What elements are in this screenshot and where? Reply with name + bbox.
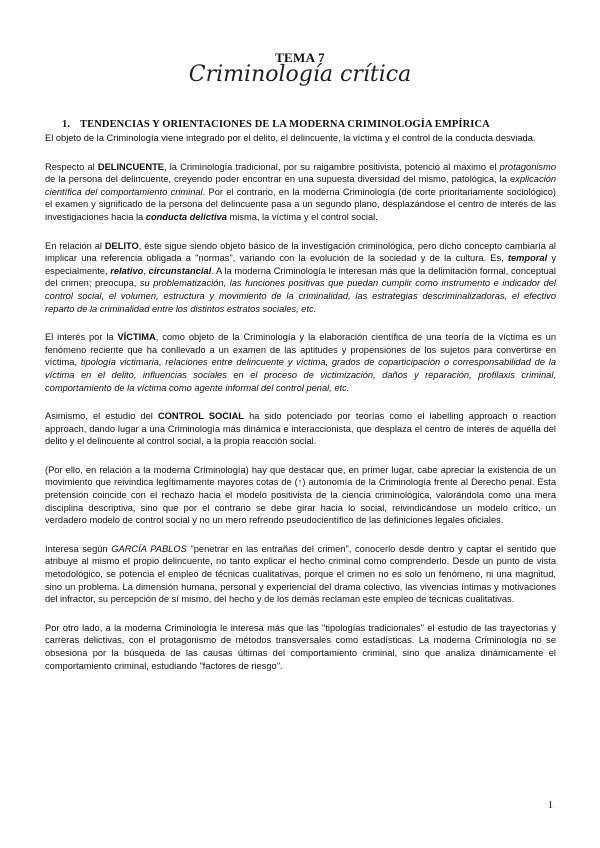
paragraph-control-social: Asimismo, el estudio del CONTROL SOCIAL ha sido potenciado por teorías como el labelling approach o reaction approach, dando lugar a una Criminología más dinámica e interaccionista, que desplaza el centro de interés de aquélla del delito y el delincuente al control social, a la propia reacción social. bbox=[45, 411, 557, 447]
body-text bbox=[45, 132, 556, 688]
paragraph-trayectorias: Por otro lado, a la moderna Criminología le interesa más que las "tipologías tradicionales" el estudio de las trayectorias y carreras delictivas, con el protagonismo de métodos transversales como estadísticas. La moderna Criminología no se obsesiona por la búsqueda de las causas últimas del comportamiento criminal, sino que analiza dinámicamente el comportamiento criminal, estudiando "factores de riesgo". bbox=[45, 622, 556, 671]
chapter-title: TEMA 7 bbox=[275, 50, 325, 65]
chapter-subtitle: Criminología crítica bbox=[188, 62, 412, 87]
section-title: TENDENCIAS Y ORIENTACIONES DE LA MODERNA CRIMINOLOGÍA EMPÍRICA bbox=[80, 119, 490, 130]
paragraph-objeto: El objeto de la Criminología viene integrado por el delito, el delincuente, la víctima y el control de la conducta desviada. bbox=[45, 133, 536, 143]
paragraph-garcia-pablos: Interesa según GARCÍA PABLOS "penetrar en las entrañas del crimen", conocerlo desde dentro y captar el sentido que atribuye al mismo el propio delincuente, no tanto explicar el hecho criminal como comprenderlo. Desde un punto de vista metodológico, se potencia el empleo de técnicas cualitativas, porque el crimen no es solo un fenómeno, ni una magnitud, sino un problema. La dimensión humana, personal y experiencial del drama colectivo, las vivencias íntimas y motivaciones del infractor, su percepción de sí mismo, del hecho y de los demás reclaman este empleo de técnicas cualitativas. bbox=[45, 543, 556, 605]
paragraph-delincuente: Respecto al DELINCUENTE, la Criminología tradicional, por su raigambre positivista, potenció al máximo el protagonismo de la persona del delincuente, creyendo poder encontrar en una supuesta diversidad del mismo, patológica, la explicación científica del comportamiento criminal. Por el contrario, en la moderna Criminología (de corte prioritariamente sociológico) el examen y significado de la persona del delincuente pasa a un segundo plano, desplazándose el centro de interés de las investigaciones hacia la conducta delictiva misma, la víctima y el control social. bbox=[45, 161, 556, 222]
section-number: 1. bbox=[62, 119, 71, 130]
paragraph-autonomia: (Por ello, en relación a la moderna Criminología) hay que destacar que, en primer lugar, cabe apreciar la existencia de un movimiento que reivindica legítimamente mayores cotas de (↑) autonomía de la Criminología frente al Derecho penal. Esta pretensión coincide con el rechazo hacia el modelo positivista de la ciencia criminológica, valorándola como una mera disciplina descriptiva, sino que por el contrario se debe girar hacia lo social, reivindicándose un modelo crítico, un verdadero modelo de control social y no un mero refrendo pseudocientífico de las definiciones legales oficiales. bbox=[45, 464, 556, 526]
paragraph-delito: En relación al DELITO, éste sigue siendo objeto básico de la investigación criminológica, pero dicho concepto cambiaría al implicar una referencia obligada a "normas", variando con la evolución de la sociedad y de la cultura. Es, temporal y especialmente, relativo, circunstancial. A la moderna Criminología le interesan más que la delimitación formal, conceptual del crimen; preocupa, su problematización, las funciones positivas que puedan cumplir como instrumento e indicador del control social, el volumen, estructura y movimiento de la criminalidad, las estrategias descriminalizadoras, el efectivo reparto de la criminalidad entre los distintos estratos sociales, etc. bbox=[45, 240, 556, 314]
section-heading bbox=[62, 119, 542, 130]
page-number: 1 bbox=[548, 800, 553, 811]
paragraph-victima: El interés por la VÍCTIMA, como objeto de la Criminología y la elaboración científica de una teoría de la víctima es un fenómeno reciente que ha conllevado a un examen de las aptitudes y propensiones de los sujetos para convertirse en víctima, tipología victimaria, relaciones entre delincuente y víctima, grados de coparticipación o corresponsabilidad de la víctima en el delito, influencias sociales en el proceso de victimización, daños y reparación, profilaxis criminal, comportamiento de la víctima como agente informal del control penal, etc. bbox=[45, 332, 557, 393]
